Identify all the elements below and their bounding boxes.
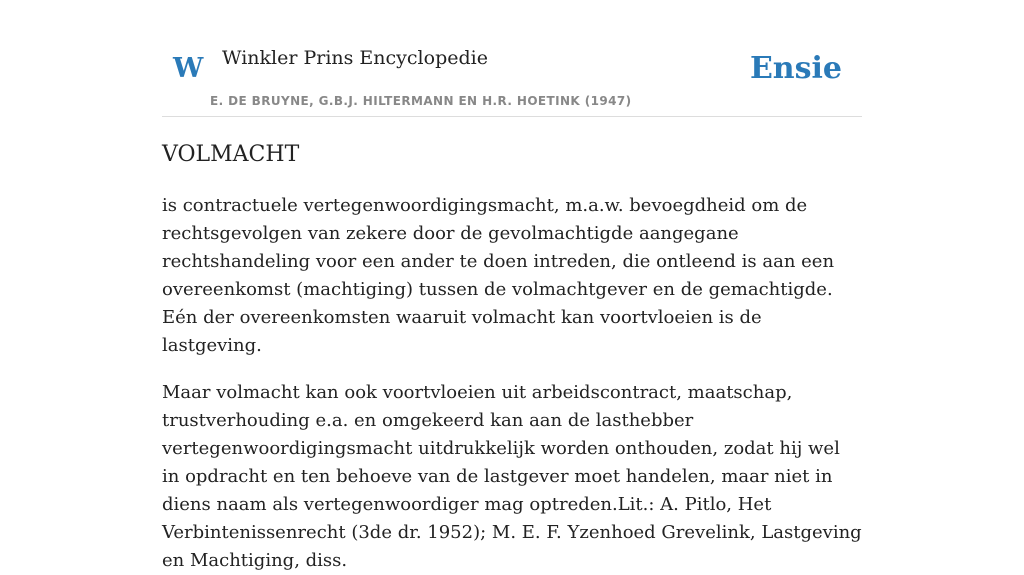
ensie-logo[interactable]: Ensie	[749, 51, 842, 86]
encyclopedia-title[interactable]: Winkler Prins Encyclopedie	[222, 47, 488, 69]
article-paragraph: Maar volmacht kan ook voortvloeien uit arbeidscontract, maatschap, trustverhouding e.a. en omgekeerd kan aan de lasthebber vertegenwoordigingsmacht uitdrukkelijk worden onthouden, zodat hij wel in opdracht en ten behoeve van de lastgever moet handelen, maar niet in diens naam als vertegenwoordiger mag optreden.Lit.: A. Pitlo, Het Verbintenissenrecht (3de dr. 1952); M. E. F. Yzenhoed Grevelink, Lastgeving en Machtiging, diss.	[162, 382, 862, 571]
authors-credit: E. DE BRUYNE, G.B.J. HILTERMANN EN H.R. HOETINK (1947)	[210, 94, 632, 108]
winkler-prins-logo[interactable]: W	[173, 53, 204, 84]
article-paragraph: is contractuele vertegenwoordigingsmacht, m.a.w. bevoegdheid om de rechtsgevolgen van zekere door de gevolmachtigde aangegane rechtshandeling voor een ander te doen intreden, die ontleend is aan een overeenkomst (machtiging) tussen de volmachtgever en de gemachtigde. Eén der overeenkomsten waaruit volmacht kan voortvloeien is de lastgeving.	[162, 195, 835, 356]
site-header	[162, 0, 862, 117]
article-headword: VOLMACHT	[162, 142, 300, 167]
article-body	[162, 138, 862, 575]
